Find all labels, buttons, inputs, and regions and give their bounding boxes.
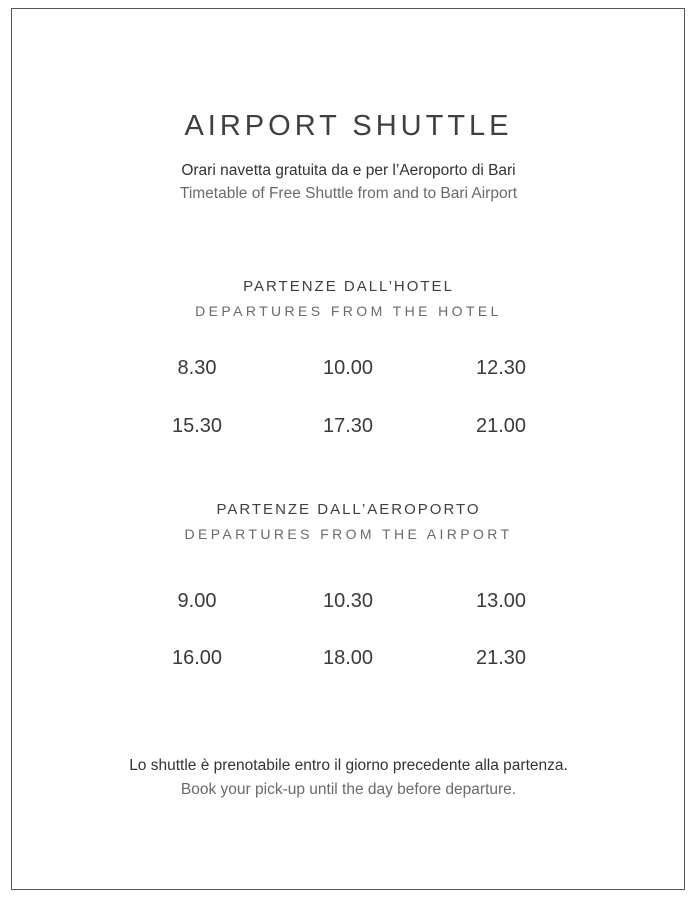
hotel-departure-time: 17.30 [322,415,374,437]
subtitle-english: Timetable of Free Shuttle from and to Bari Airport [179,185,518,202]
airport-departure-time: 9.00 [177,590,217,612]
airport-departures-heading-italian: PARTENZE DALL’AEROPORTO [216,501,481,518]
hotel-departure-time: 12.30 [475,357,527,379]
airport-departure-time: 13.00 [475,590,527,612]
hotel-departure-time: 10.00 [322,357,374,379]
hotel-departures-heading-italian: PARTENZE DALL’HOTEL [243,278,454,295]
page-title: AIRPORT SHUTTLE [184,110,513,142]
hotel-departure-time: 21.00 [475,415,527,437]
airport-departures-heading-english: DEPARTURES FROM THE AIRPORT [184,526,513,542]
airport-departure-time: 21.30 [475,647,527,669]
airport-departure-time: 18.00 [322,647,374,669]
hotel-departure-time: 15.30 [171,415,223,437]
booking-note-english: Book your pick-up until the day before departure. [180,781,517,798]
booking-note-italian: Lo shuttle è prenotabile entro il giorno precedente alla partenza. [129,757,568,774]
hotel-departures-heading-english: DEPARTURES FROM THE HOTEL [195,303,502,319]
airport-departure-time: 16.00 [171,647,223,669]
subtitle-italian: Orari navetta gratuita da e per l’Aeroporto di Bari [181,162,516,179]
airport-departure-time: 10.30 [322,590,374,612]
hotel-departure-time: 8.30 [177,357,217,379]
